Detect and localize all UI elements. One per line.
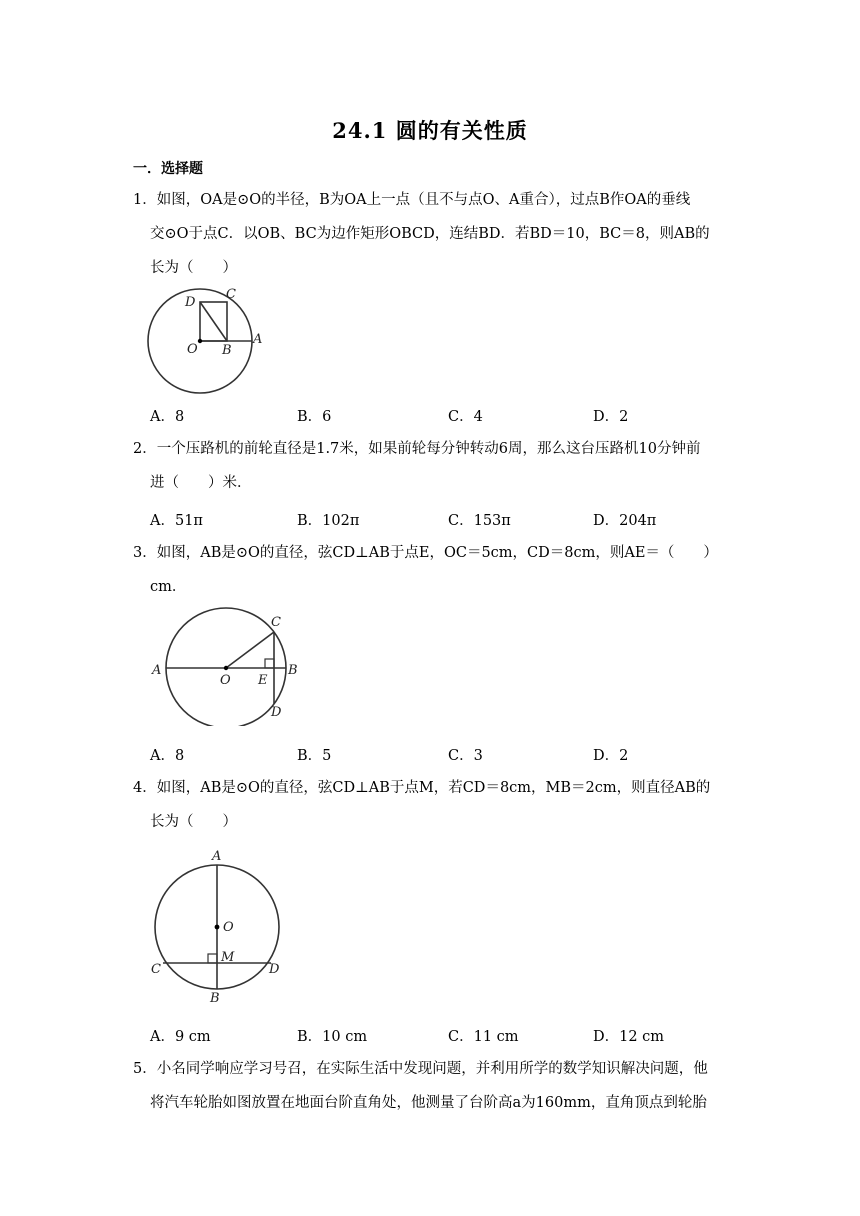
question-1-line-2: 交⊙O于点C．以OB、BC为边作矩形OBCD，连结BD．若BD＝10，BC＝8，则AB的	[150, 226, 710, 242]
question-1-option-d: D．2	[593, 409, 629, 425]
question-4-line-2: 长为（ ）	[150, 814, 237, 830]
question-3-figure	[148, 606, 298, 726]
figure-1-label-b: B	[222, 343, 232, 358]
question-1-line-3: 长为（ ）	[150, 260, 237, 276]
figure-4-label-a: A	[212, 849, 222, 864]
question-4-option-a: A．9 cm	[150, 1029, 211, 1045]
question-3-option-c: C．3	[448, 748, 483, 764]
question-4-line-1: 4．如图，AB是⊙O的直径，弦CD⊥AB于点M，若CD＝8cm，MB＝2cm，则直径AB的	[133, 780, 711, 796]
question-4-option-c: C．11 cm	[448, 1029, 519, 1045]
figure-1-label-d: D	[185, 295, 196, 310]
figure-1-label-a: A	[253, 332, 263, 347]
figure-4-label-d: D	[269, 962, 280, 977]
figure-4-label-c: C	[151, 962, 161, 977]
question-2-line-2: 进（ ）米．	[150, 475, 252, 491]
question-4-option-d: D．12 cm	[593, 1029, 665, 1045]
question-1-option-b: B．6	[297, 409, 332, 425]
figure-3-label-d: D	[271, 705, 282, 720]
question-1-figure	[140, 282, 270, 402]
figure-4-label-o: O	[223, 920, 234, 935]
question-1-line-1: 1．如图，OA是⊙O的半径，B为OA上一点（且不与点O、A重合），过点B作OA的垂线	[133, 192, 691, 208]
figure-3-label-o: O	[220, 673, 231, 688]
question-2-option-b: B．102π	[297, 513, 360, 529]
question-1-option-c: C．4	[448, 409, 483, 425]
figure-4-label-b: B	[210, 991, 220, 1004]
section-heading: 一．选择题	[133, 161, 203, 177]
figure-1-label-o: O	[187, 342, 198, 357]
figure-3-label-a: A	[152, 663, 162, 678]
question-5-line-1: 5．小名同学响应学习号召，在实际生活中发现问题，并利用所学的数学知识解决问题，他	[133, 1061, 708, 1077]
figure-3-label-c: C	[271, 615, 281, 630]
figure-3-label-e: E	[258, 673, 268, 688]
question-3-option-b: B．5	[297, 748, 332, 764]
question-3-line-2: cm．	[150, 579, 187, 595]
question-4-figure	[148, 842, 288, 1004]
question-5-line-2: 将汽车轮胎如图放置在地面台阶直角处，他测量了台阶高a为160mm，直角顶点到轮胎	[150, 1095, 707, 1111]
page-title: 24.1 圆的有关性质	[332, 118, 528, 143]
question-3-line-1: 3．如图，AB是⊙O的直径，弦CD⊥AB于点E，OC＝5cm，CD＝8cm，则AE＝（ ）	[133, 545, 718, 561]
question-3-option-a: A．8	[150, 748, 185, 764]
question-3-option-d: D．2	[593, 748, 629, 764]
figure-1-label-c: C	[226, 287, 236, 302]
question-2-option-a: A．51π	[150, 513, 203, 529]
question-4-option-b: B．10 cm	[297, 1029, 368, 1045]
question-2-line-1: 2．一个压路机的前轮直径是1.7米，如果前轮每分钟转动6周，那么这台压路机10分钟前	[133, 441, 701, 457]
question-1-option-a: A．8	[150, 409, 185, 425]
figure-4-label-m: M	[221, 950, 235, 965]
figure-3-label-b: B	[288, 663, 298, 678]
question-2-option-d: D．204π	[593, 513, 657, 529]
question-2-option-c: C．153π	[448, 513, 511, 529]
